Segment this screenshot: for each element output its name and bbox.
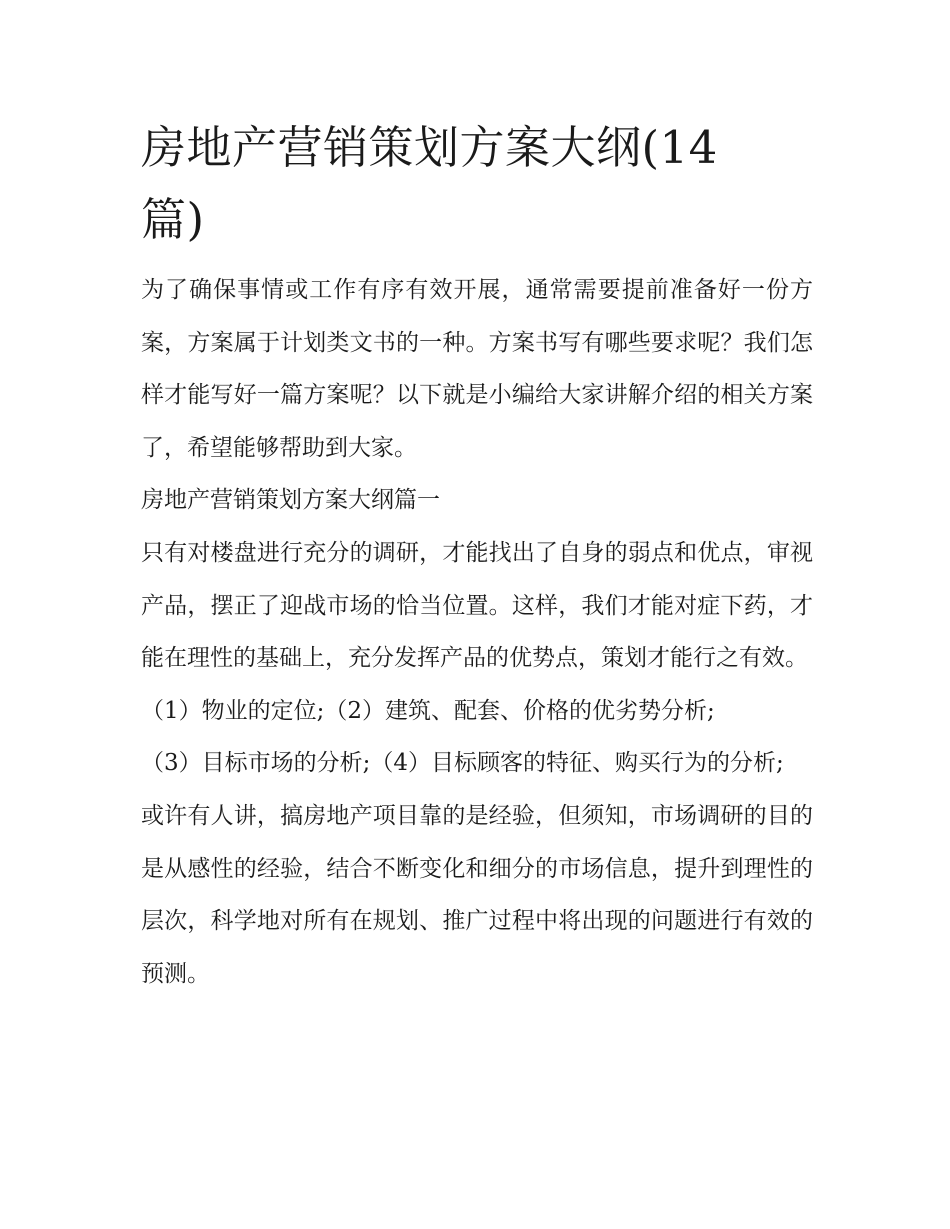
- body-paragraph: 只有对楼盘进行充分的调研，才能找出了自身的弱点和优点，审视产品，摆正了迎战市场的恰当位置。这样，我们才能对症下药，才能在理性的基础上，充分发挥产品的优势点，策划才能行之有效。: [141, 539, 813, 672]
- intro-paragraph: 为了确保事情或工作有序有效开展，通常需要提前准备好一份方案，方案属于计划类文书的一种。方案书写有哪些要求呢？我们怎样才能写好一篇方案呢？以下就是小编给大家讲解介绍的相关方案了，希望能够帮助到大家。: [141, 277, 813, 461]
- section-heading: 房地产营销策划方案大纲篇一: [141, 487, 440, 514]
- document-title: 房地产营销策划方案大纲(14篇): [141, 121, 718, 246]
- list-line: （3）目标市场的分析;（4）目标顾客的特征、购买行为的分析;: [141, 750, 784, 777]
- list-line: （1）物业的定位;（2）建筑、配套、价格的优劣势分析;: [141, 697, 715, 724]
- body-paragraph: 或许有人讲，搞房地产项目靠的是经验，但须知，市场调研的目的是从感性的经验，结合不断变化和细分的市场信息，提升到理性的层次，科学地对所有在规划、推广过程中将出现的问题进行有效的预测。: [141, 802, 813, 987]
- document-body: [141, 112, 813, 1000]
